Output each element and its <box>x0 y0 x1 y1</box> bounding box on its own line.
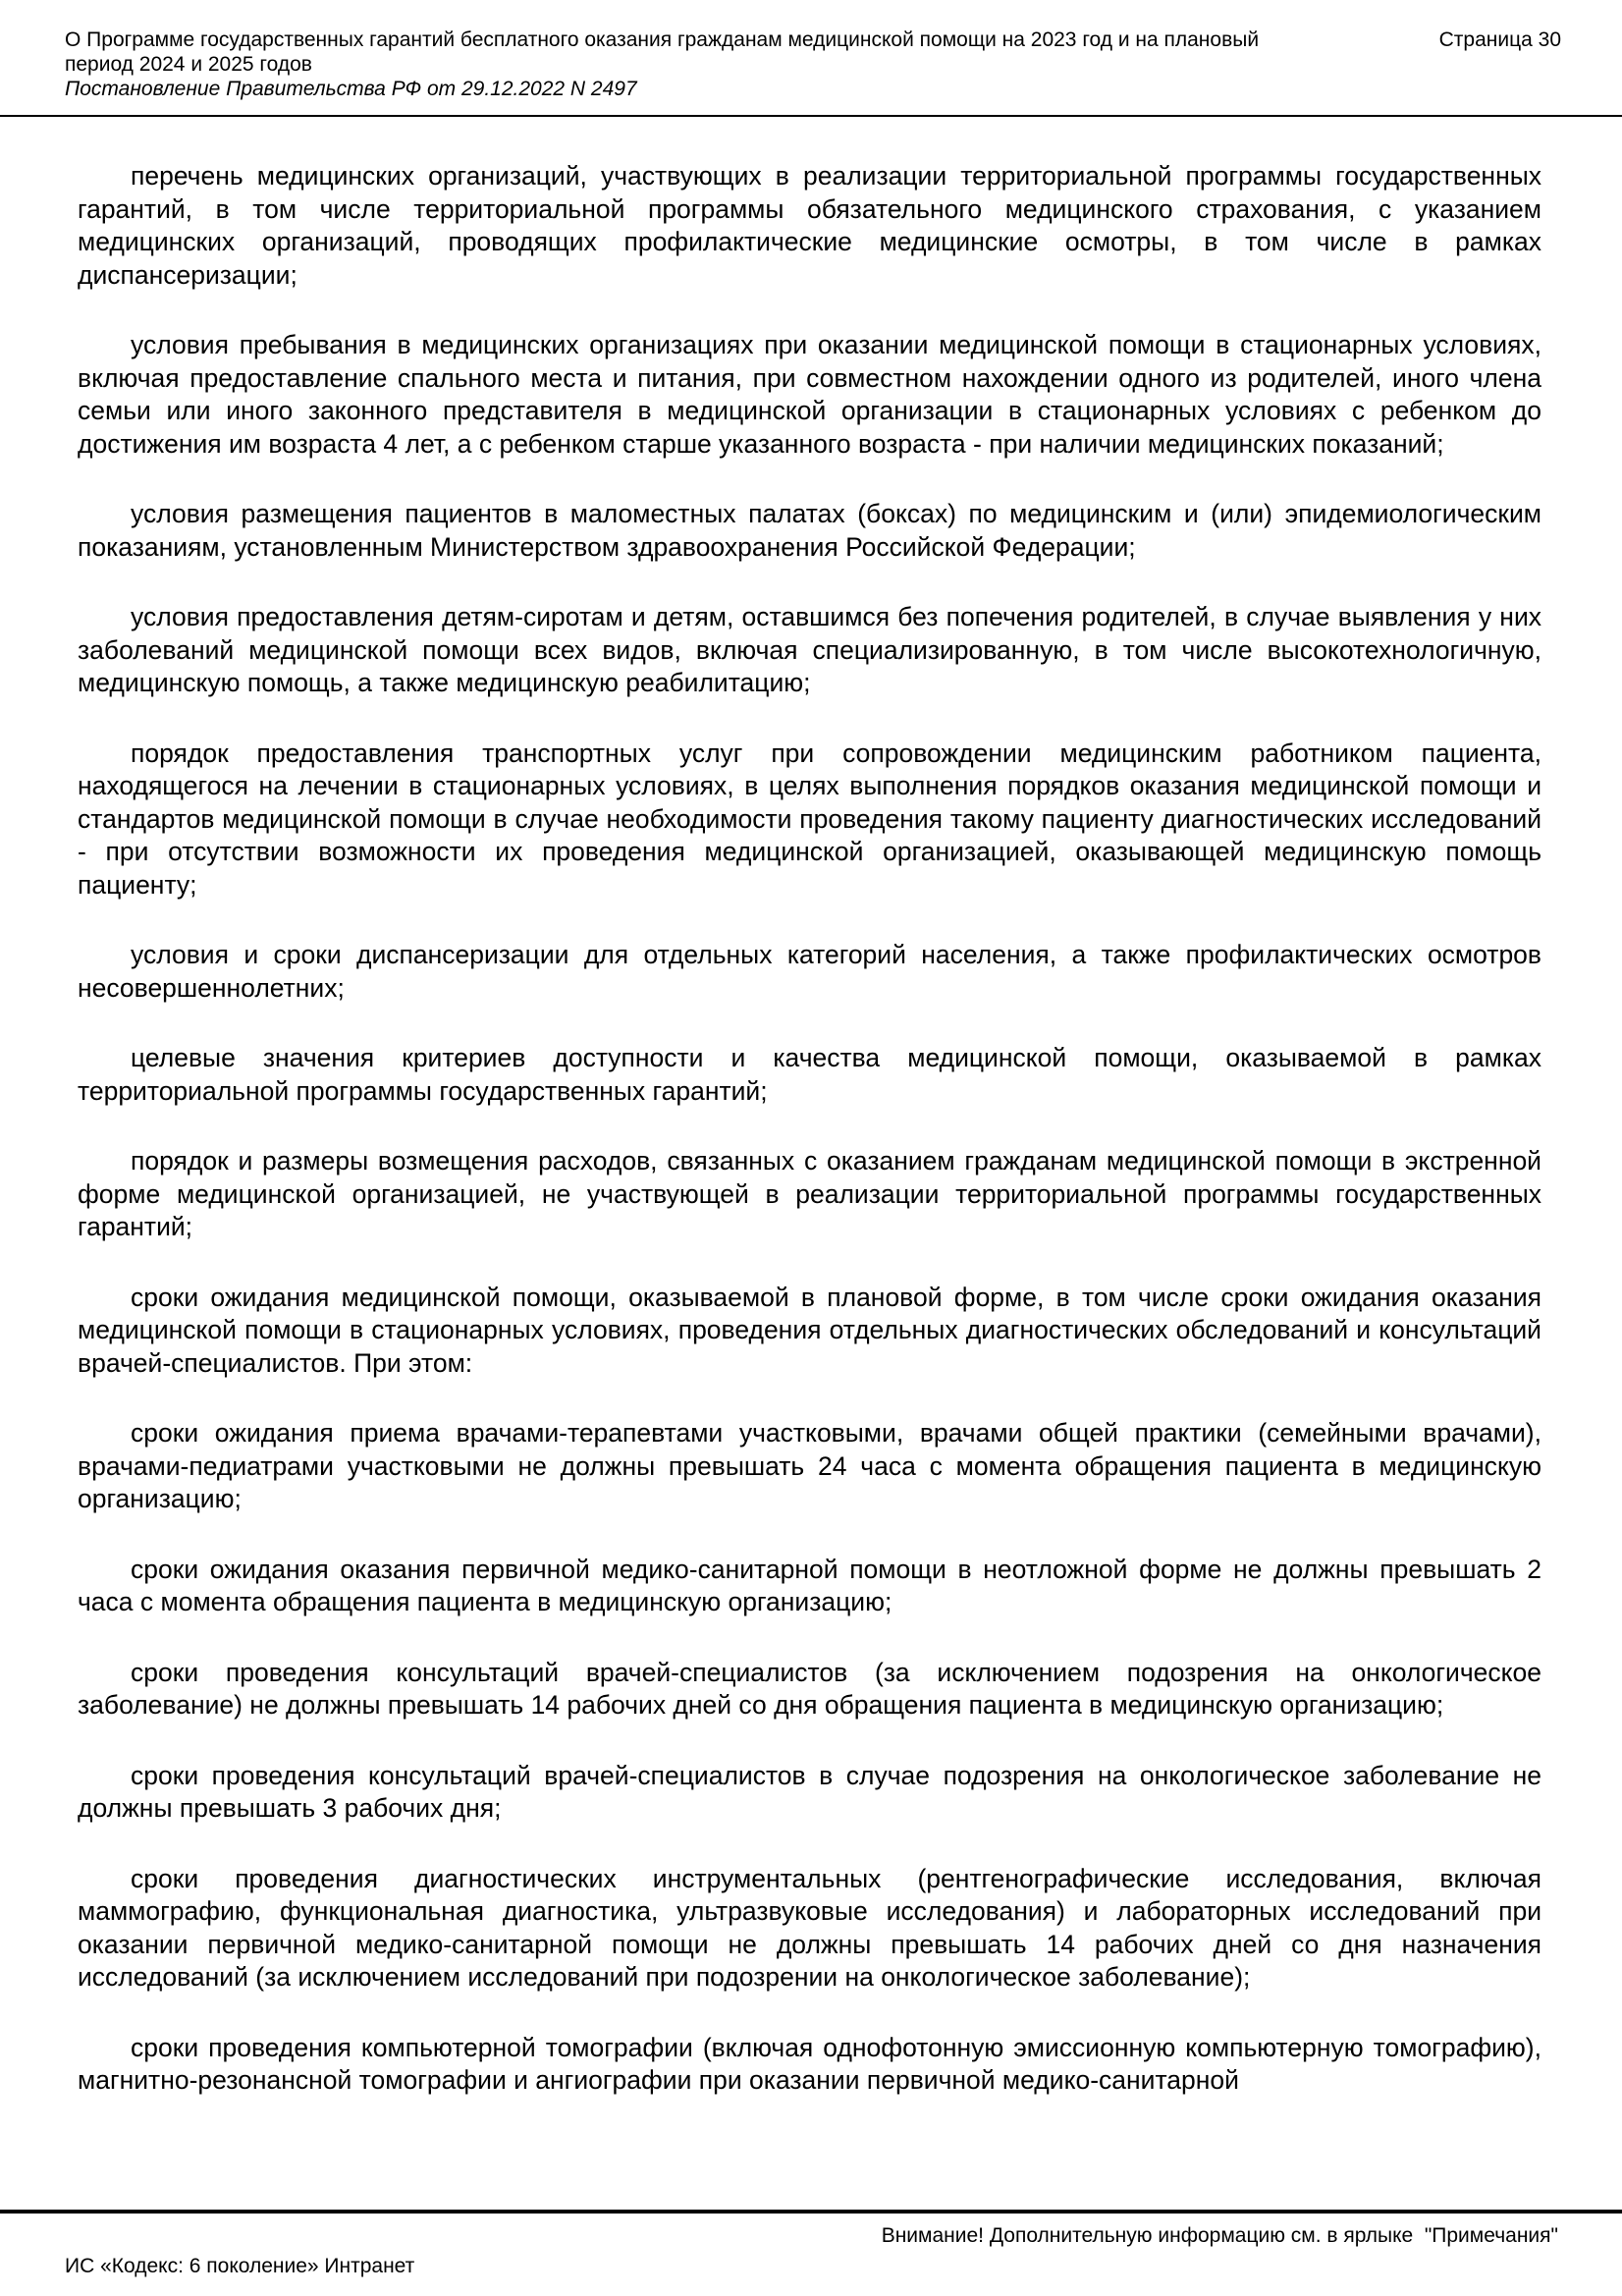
paragraph: сроки проведения диагностических инструментальных (рентгенографические исследования, включая маммографию, функциональная диагностика, ультразвуковые исследования) и лабораторных исследований при оказании первичной медико-санитарной помощи не должны превышать 14 рабочих дней со дня назначения исследований (за исключением исследований при подозрении на онкологическое заболевание); <box>78 1863 1541 1992</box>
page-header <box>0 0 1622 101</box>
page-number: Страница 30 <box>1438 28 1561 51</box>
paragraph: условия пребывания в медицинских организациях при оказании медицинской помощи в стационарных условиях, включая предоставление спального места и питания, при совместном нахождении одного из родителей, иного члена семьи или иного законного представителя в медицинской организации в стационарных условиях с ребенком до достижения им возраста 4 лет, а с ребенком старше указанного возраста - при наличии медицинских показаний; <box>78 330 1541 459</box>
paragraph: условия и сроки диспансеризации для отдельных категорий населения, а также профилактических осмотров несовершеннолетних; <box>78 940 1541 1003</box>
paragraph: сроки проведения консультаций врачей-специалистов (за исключением подозрения на онкологическое заболевание) не должны превышать 14 рабочих дней со дня обращения пациента в медицинскую организацию; <box>78 1657 1541 1720</box>
paragraph: сроки проведения компьютерной томографии (включая однофотонную эмиссионную компьютерную томографию), магнитно-резонансной томографии и ангиографии при оказании первичной медико-санитарной <box>78 2032 1541 2095</box>
document-body <box>0 117 1622 2098</box>
attention-note: Внимание! Дополнительную информацию см. в ярлыке "Примечания" <box>881 2224 1558 2247</box>
system-name: ИС «Кодекс: 6 поколение» Интранет <box>65 2255 415 2277</box>
paragraph: условия предоставления детям-сиротам и детям, оставшимся без попечения родителей, в случае выявления у них заболеваний медицинской помощи всех видов, включая специализированную, в том числе высокотехнологичную, медицинскую помощь, а также медицинскую реабилитацию; <box>78 602 1541 697</box>
document-subtitle: Постановление Правительства РФ от 29.12.2022 N 2497 <box>65 78 637 100</box>
paragraph: сроки ожидания приема врачами-терапевтами участковыми, врачами общей практики (семейными врачами), врачами-педиатрами участковыми не должны превышать 24 часа с момента обращения пациента в медицинскую организацию; <box>78 1418 1541 1513</box>
paragraph: целевые значения критериев доступности и качества медицинской помощи, оказываемой в рамках территориальной программы государственных гарантий; <box>78 1043 1541 1106</box>
paragraph: перечень медицинских организаций, участвующих в реализации территориальной программы государственных гарантий, в том числе территориальной программы обязательного медицинского страхования, с указанием медицинских организаций, проводящих профилактические медицинские осмотры, в том числе в рамках диспансеризации; <box>78 161 1541 290</box>
document-title: О Программе государственных гарантий бесплатного оказания гражданам медицинской помощи на 2023 год и на плановый период 2024 и 2025 годов <box>65 28 1260 76</box>
header-title-row <box>65 27 1561 77</box>
paragraph: сроки ожидания оказания первичной медико-санитарной помощи в неотложной форме не должны превышать 2 часа с момента обращения пациента в медицинскую организацию; <box>78 1554 1541 1616</box>
page-footer <box>0 2210 1622 2296</box>
paragraph: порядок и размеры возмещения расходов, связанных с оказанием гражданам медицинской помощи в экстренной форме медицинской организацией, не участвующей в реализации территориальной программы государственных гарантий; <box>78 1146 1541 1241</box>
paragraph: порядок предоставления транспортных услуг при сопровождении медицинским работником пациента, находящегося на лечении в стационарных условиях, в целях выполнения порядков оказания медицинской помощи и стандартов медицинской помощи в случае необходимости проведения такому пациенту диагностических исследований - при отсутствии возможности их проведения медицинской организацией, оказывающей медицинскую помощь пациенту; <box>78 738 1541 900</box>
paragraph: сроки проведения консультаций врачей-специалистов в случае подозрения на онкологическое заболевание не должны превышать 3 рабочих дня; <box>78 1760 1541 1823</box>
footer-divider <box>0 2210 1622 2214</box>
paragraph: условия размещения пациентов в маломестных палатах (боксах) по медицинским и (или) эпидемиологическим показаниям, установленным Министерством здравоохранения Российской Федерации; <box>78 499 1541 562</box>
paragraph: сроки ожидания медицинской помощи, оказываемой в плановой форме, в том числе сроки ожидания оказания медицинской помощи в стационарных условиях, проведения отдельных диагностических обследований и консультаций врачей-специалистов. При этом: <box>78 1282 1541 1378</box>
